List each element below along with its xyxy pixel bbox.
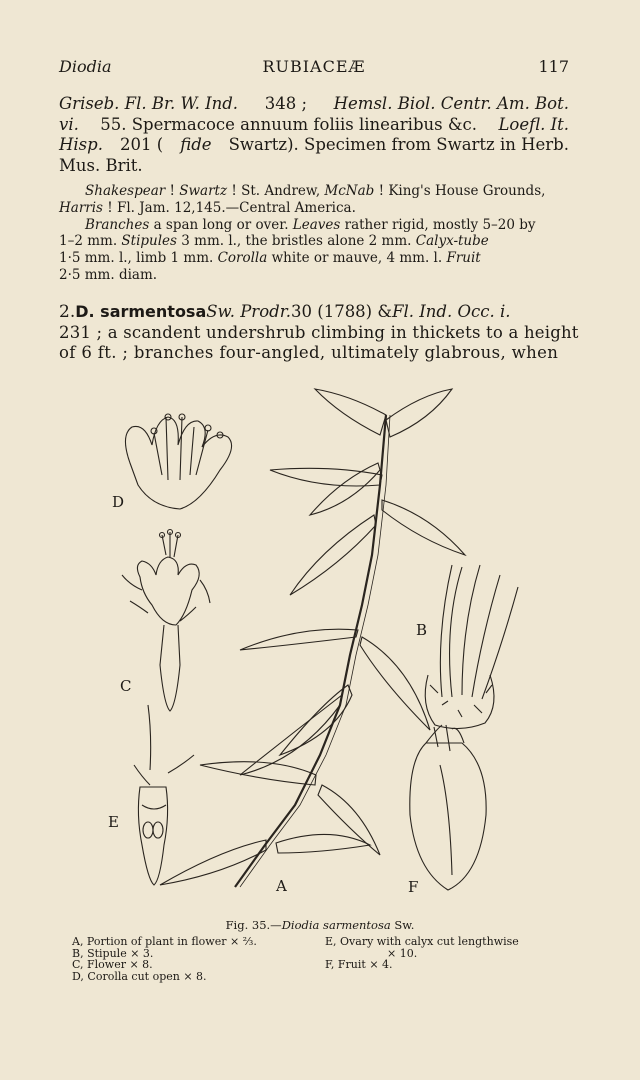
citation-text: 55. Spermacoce annuum foliis linearibus &c. [100,114,478,134]
specimen-text: ! St. Andrew, [227,183,325,199]
citation-loefl: Loefl. It. [498,114,569,134]
synonymy-paragraph [59,94,569,176]
species-text: 231 ; a scandent undershrub climbing in thickets to a height [59,322,579,342]
citation-prodr: Sw. Prodr. [206,302,292,321]
figure-caption [0,918,640,932]
citation-fide: fide [180,135,212,154]
header-genus: Diodia [59,57,112,76]
specimens-line [59,200,569,217]
citation-hemsl: Hemsl. Biol. Centr. Am. Bot. [333,94,569,113]
caption-species: Diodia sarmentosa [281,918,391,932]
header-family: RUBIACEÆ [262,57,366,76]
description-line [59,217,569,234]
text-line [59,343,569,364]
specimen-text: ! [165,183,180,199]
collector-name: Shakespear [85,183,166,199]
citation-text: Swartz). Specimen from Swartz in Herb. [228,135,569,154]
citation-hisp: Hisp. [59,135,103,154]
description-text: a span long or over. [149,216,293,233]
figure-d-corolla [125,414,231,509]
label-e: E [108,813,119,831]
organ-term: Stipules [121,233,177,250]
citation-text: 30 (1788) & [291,302,393,321]
illustration-svg [90,375,560,905]
citation-fl-ind: Fl. Ind. Occ. i. [392,302,511,321]
collector-name: Harris [59,199,103,216]
legend-item-a: A, Portion of plant in flower × ⅔. [72,935,257,948]
legend-item-b: B, Stipule × 3. [72,946,154,960]
text-line [59,94,569,115]
description-text: white or mauve, 4 mm. l. [267,250,447,267]
text-line [59,115,569,136]
figure-b-stipule [425,565,518,729]
legend-column-left [72,936,257,982]
label-d: D [112,493,125,511]
species-number: 2. [59,302,76,322]
legend-column-right [325,936,519,971]
legend-item-e: E, Ovary with calyx cut lengthwise [325,935,519,948]
description-line [59,250,569,267]
legend-item-e-cont: × 10. [387,946,418,960]
organ-term: Leaves [292,216,341,233]
description-text: 1–2 mm. [59,233,122,250]
figure-e-ovary [134,705,194,885]
citation-griseb: Griseb. Fl. Br. W. Ind. [59,94,239,113]
organ-term: Branches [85,216,150,233]
label-a: A [276,877,287,895]
figure-f-fruit [410,725,486,890]
description-line [59,233,569,250]
legend-item-c: C, Flower × 8. [72,958,153,971]
citation-text: Mus. Brit. [59,155,143,175]
organ-term: Calyx-tube [415,233,489,250]
description-line [59,267,569,284]
citation-text: 201 ( [120,135,164,154]
text-line [59,322,579,344]
text-line [59,302,569,323]
organ-term: Fruit [446,250,481,267]
citation-vol: vi. [59,114,79,134]
label-b: B [416,621,428,639]
species-entry [59,302,579,364]
text-line [59,156,569,177]
botanical-illustration [90,375,560,905]
description-text: rather rigid, mostly 5–20 by [340,216,536,233]
species-text: of 6 ft. ; branches four-angled, ultimately glabrous, when [59,343,559,362]
caption-author: Sw. [390,918,415,932]
specimen-text: ! Fl. Jam. 12,145.—Central America. [102,199,356,216]
page-number: 117 [538,57,569,76]
citation-page: 348 ; [264,94,308,113]
legend-item-f: F, Fruit × 4. [325,958,393,971]
collector-name: McNab [324,183,375,199]
specimen-notes [59,183,569,284]
label-f: F [408,878,419,896]
text-line [59,135,569,156]
caption-prefix: Fig. 35.— [225,918,282,932]
figure-c-flower [122,530,210,712]
description-text: 2·5 mm. diam. [59,266,158,283]
specimens-line [59,183,569,200]
description-text: 3 mm. l., the bristles alone 2 mm. [176,233,416,250]
legend-item-d: D, Corolla cut open × 8. [72,969,207,983]
collector-name: Swartz [179,183,228,199]
label-c: C [120,677,132,695]
species-name: D. sarmentosa [75,302,207,321]
organ-term: Corolla [217,250,268,267]
running-header [59,57,569,79]
specimen-text: ! King's House Grounds, [374,183,546,199]
description-text: 1·5 mm. l., limb 1 mm. [59,250,218,267]
